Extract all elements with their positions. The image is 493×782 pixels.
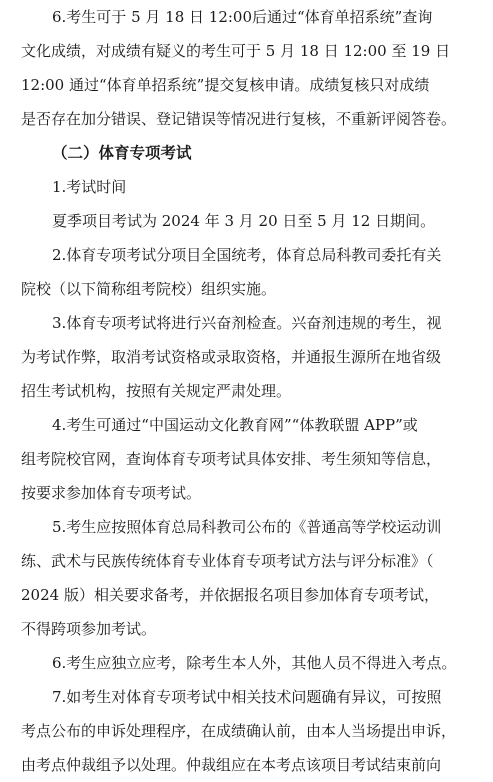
paragraph-text: 考点公布的申诉处理程序，在成绩确认前，由本人当场提出申诉，: [21, 722, 457, 740]
paragraph-line: [0, 646, 493, 680]
paragraph-text: 组考院校官网，查询体育专项考试具体安排、考生须知等信息，: [21, 450, 442, 468]
paragraph-text: 招生考试机构，按照有关规定严肃处理。: [21, 382, 292, 400]
paragraph-text: 夏季项目考试为 2024 年 3 月 20 日至 5 月 12 日期间。: [52, 212, 436, 230]
paragraph-line: [0, 306, 493, 340]
paragraph-text: 按要求参加体育专项考试。: [21, 484, 202, 502]
paragraph-line: [0, 34, 493, 68]
paragraph-line: [0, 374, 493, 408]
paragraph-line: [0, 612, 493, 646]
paragraph-text: 不得跨项参加考试。: [21, 620, 157, 638]
paragraph-text: 6.考生应独立应考，除考生本人外，其他人员不得进入考点。: [52, 654, 457, 672]
paragraph-text: 由考点仲裁组予以处理。仲裁组应在本考点该项目考试结束前向: [21, 756, 442, 774]
paragraph-text: 5.考生应按照体育总局科教司公布的《普通高等学校运动训: [52, 518, 442, 536]
paragraph-line: [0, 340, 493, 374]
paragraph-text: 6.考生可于 5 月 18 日 12:00后通过“体育单招系统”查询: [52, 8, 433, 26]
paragraph-line: [0, 544, 493, 578]
paragraph-line: [0, 408, 493, 442]
paragraph-text: 是否存在加分错误、登记错误等情况进行复核，不重新评阅答卷。: [21, 110, 457, 128]
paragraph-text: 4.考生可通过“中国运动文化教育网”“体教联盟 APP”或: [52, 416, 418, 434]
paragraph-line: [0, 714, 493, 748]
paragraph-line: [0, 204, 493, 238]
paragraph-line: [0, 238, 493, 272]
paragraph-text: 院校（以下简称组考院校）组织实施。: [21, 280, 277, 298]
paragraph-line: [0, 680, 493, 714]
paragraph-line: [0, 170, 493, 204]
paragraph-line: [0, 102, 493, 136]
paragraph-line: [0, 748, 493, 782]
paragraph-line: [0, 510, 493, 544]
paragraph-text: 为考试作弊，取消考试资格或录取资格，并通报生源所在地省级: [21, 348, 442, 366]
paragraph-line: [0, 0, 493, 34]
paragraph-text: 练、武术与民族传统体育专业体育专项考试方法与评分标准》（: [21, 552, 434, 570]
paragraph-text: 1.考试时间: [52, 178, 127, 196]
paragraph-text: 3.体育专项考试将进行兴奋剂检查。兴奋剂违规的考生，视: [52, 314, 442, 332]
paragraph-text: 12:00 通过“体育单招系统”提交复核申请。成绩复核只对成绩: [21, 76, 430, 94]
paragraph-text: 7.如考生对体育专项考试中相关技术问题确有异议，可按照: [52, 688, 442, 706]
paragraph-line: [0, 476, 493, 510]
section-heading-text: （二）体育专项考试: [52, 144, 192, 162]
paragraph-line: [0, 272, 493, 306]
paragraph-text: 2.体育专项考试分项目全国统考，体育总局科教司委托有关: [52, 246, 442, 264]
paragraph-line: [0, 578, 493, 612]
paragraph-line: [0, 442, 493, 476]
paragraph-text: 2024 版）相关要求备考，并依据报名项目参加体育专项考试，: [21, 586, 439, 604]
paragraph-text: 文化成绩，对成绩有疑义的考生可于 5 月 18 日 12:00 至 19 日: [21, 42, 451, 60]
paragraph-line: [0, 68, 493, 102]
section-heading: [0, 136, 493, 170]
